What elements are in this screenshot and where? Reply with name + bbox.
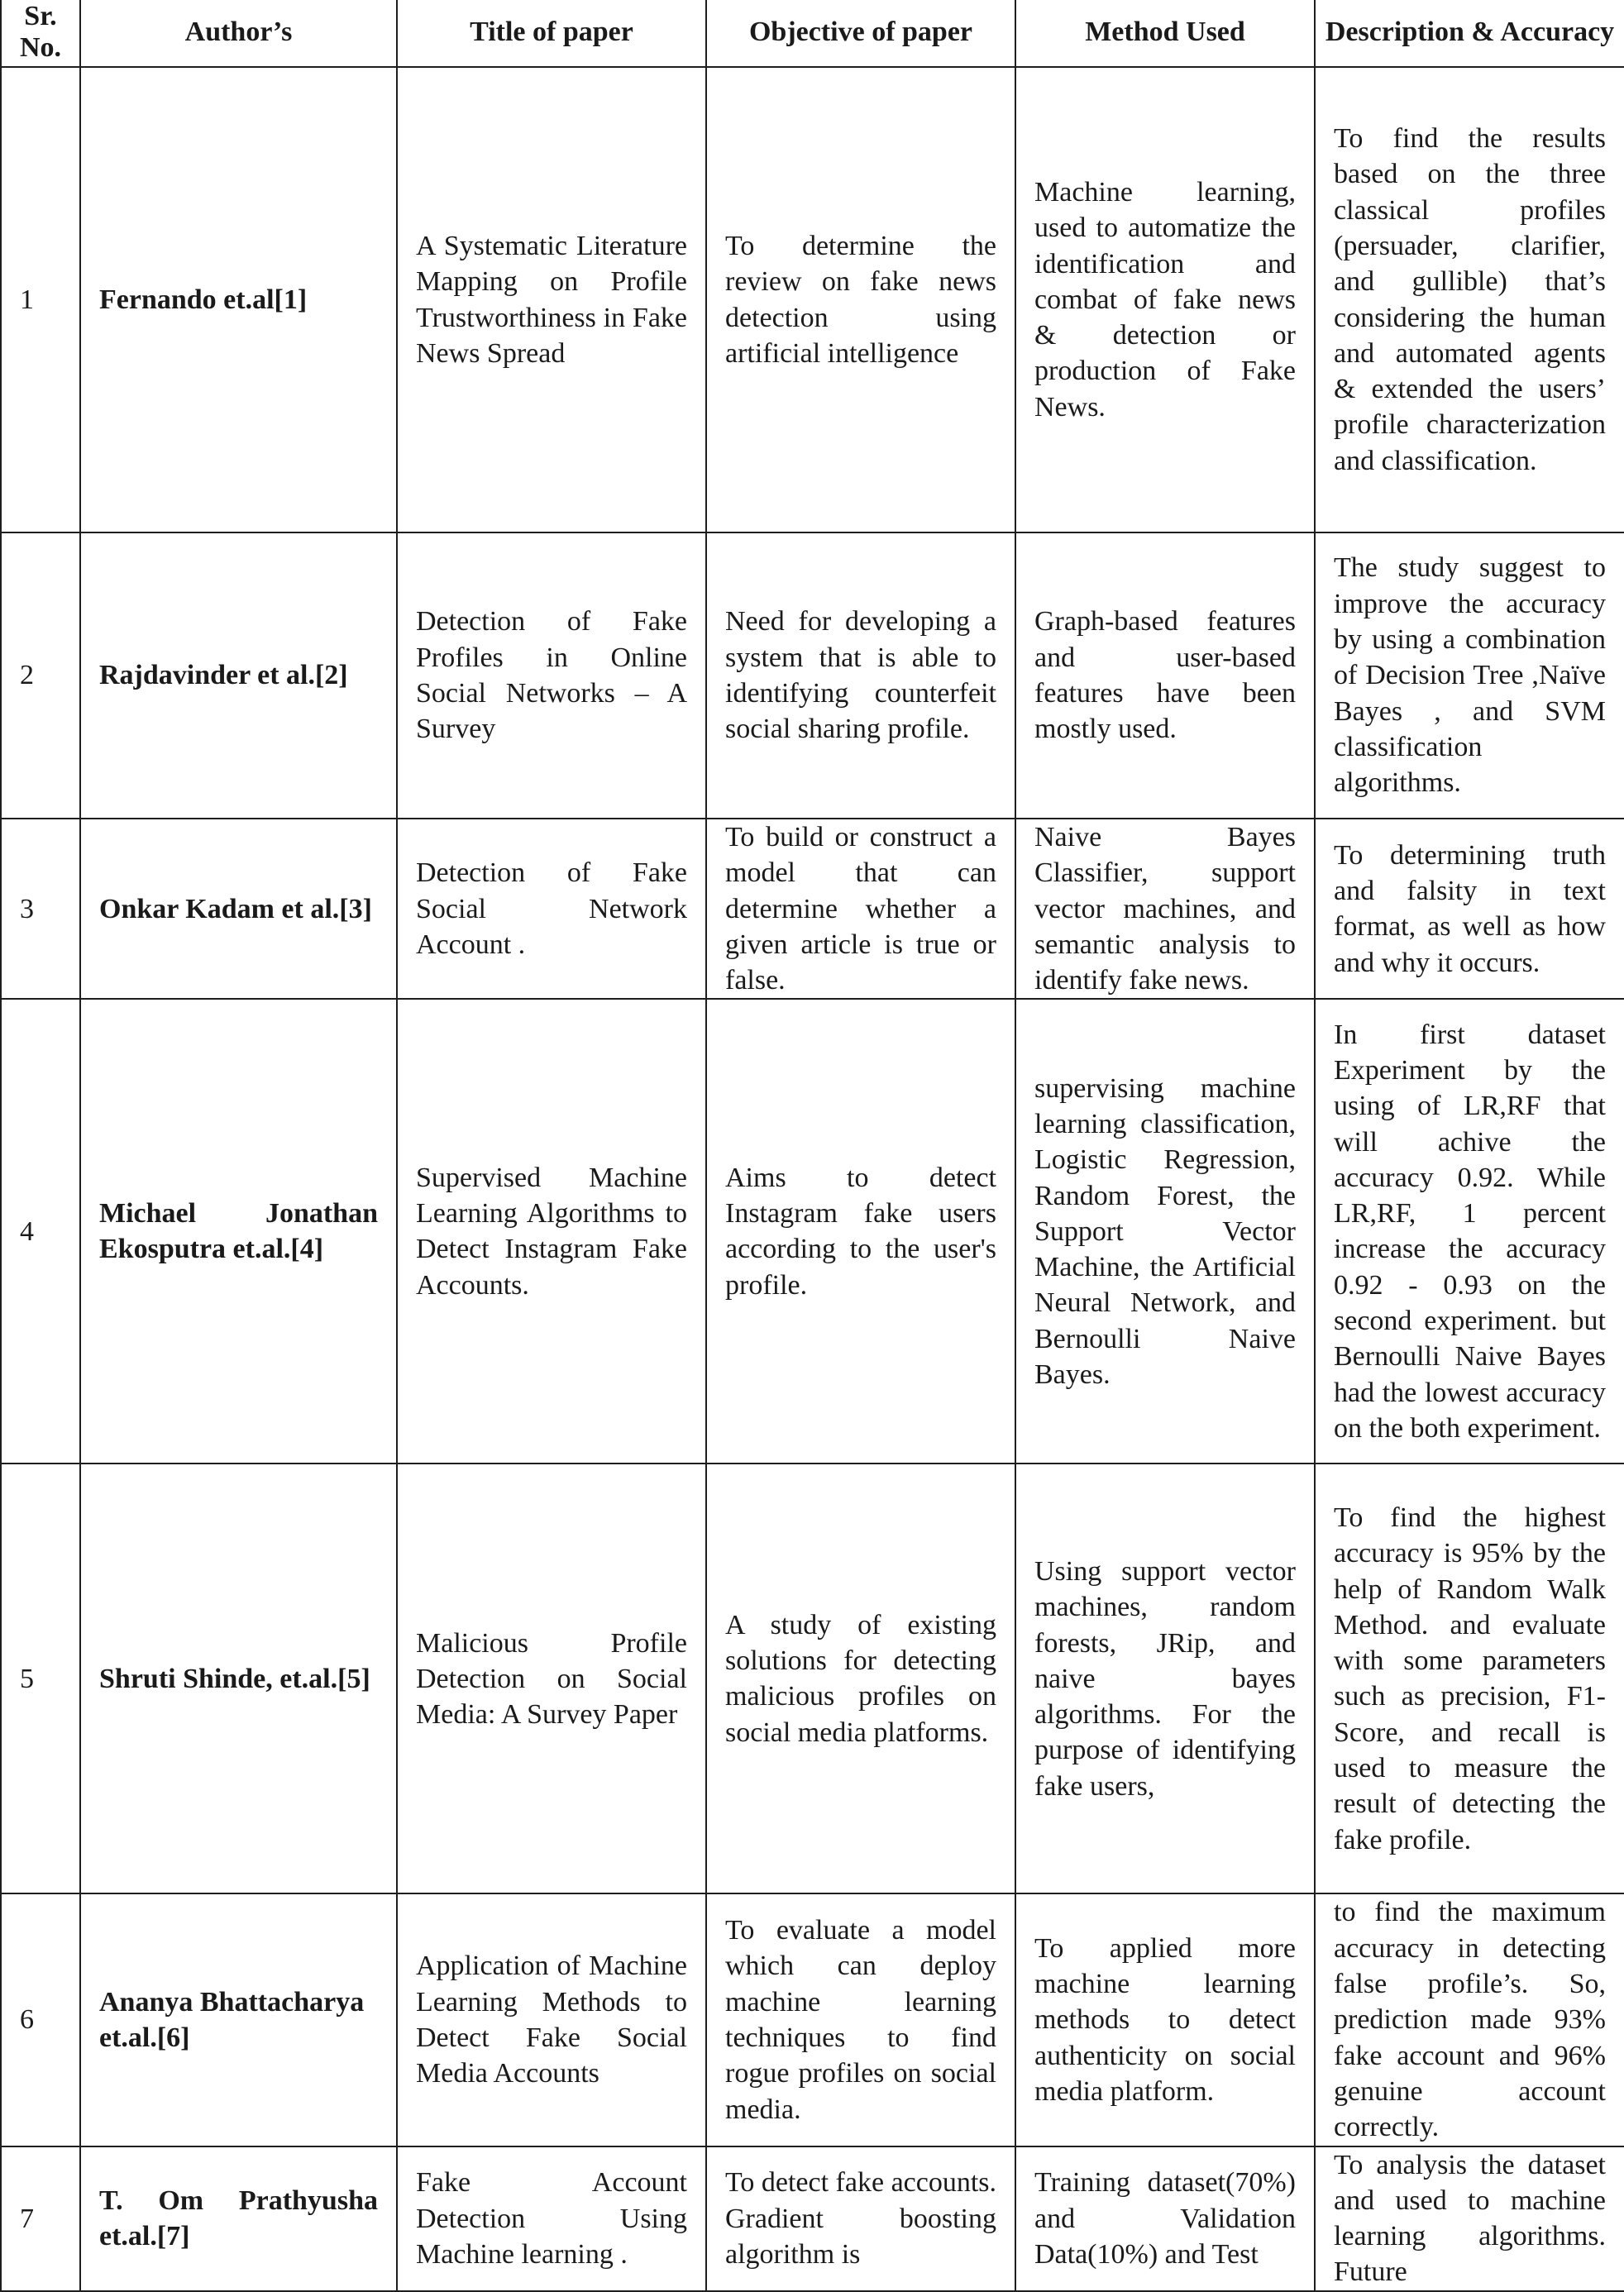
table-row xyxy=(1,67,1624,532)
cell-title: Application of Machine Learning Methods to Detect Fake Social Media Accounts xyxy=(397,1893,706,2146)
cell-title: Detection of Fake Profiles in Online Social Networks – A Survey xyxy=(397,532,706,819)
cell-objective: To build or construct a model that can determine whether a given article is true or false. xyxy=(706,819,1015,999)
cell-author: Rajdavinder et al.[2] xyxy=(80,532,397,819)
table-row xyxy=(1,1464,1624,1893)
table-row xyxy=(1,819,1624,999)
header-title: Title of paper xyxy=(397,0,706,67)
header-sr-no: Sr. No. xyxy=(1,0,80,67)
cell-method: Naive Bayes Classifier, support vector machines, and semantic analysis to identify fake news. xyxy=(1015,819,1315,999)
table-header-row xyxy=(1,0,1624,67)
cell-author: Shruti Shinde, et.al.[5] xyxy=(80,1464,397,1893)
cell-sr-no: 3 xyxy=(1,819,80,999)
cell-description: In first dataset Experiment by the using of LR,RF that will achive the accuracy 0.92. While LR,RF, 1 percent increase the accuracy 0.92 - 0.93 on the second experiment. but Bernoulli Naive Bayes had the lowest accuracy on the both experiment. xyxy=(1315,999,1624,1464)
cell-objective: To detect fake accounts. Gradient boosting algorithm is xyxy=(706,2146,1015,2291)
cell-sr-no: 5 xyxy=(1,1464,80,1893)
cell-description: to find the maximum accuracy in detecting false profile’s. So, prediction made 93% fake account and 96% genuine account correctly. xyxy=(1315,1893,1624,2146)
cell-objective: A study of existing solutions for detecting malicious profiles on social media platforms. xyxy=(706,1464,1015,1893)
cell-author: T. Om Prathyusha et.al.[7] xyxy=(80,2146,397,2291)
cell-objective: To evaluate a model which can deploy machine learning techniques to find rogue profiles on social media. xyxy=(706,1893,1015,2146)
cell-description: The study suggest to improve the accuracy by using a combination of Decision Tree ,Naïve Bayes , and SVM classification algorithms. xyxy=(1315,532,1624,819)
cell-sr-no: 2 xyxy=(1,532,80,819)
cell-author: Onkar Kadam et al.[3] xyxy=(80,819,397,999)
table-row xyxy=(1,999,1624,1464)
header-method: Method Used xyxy=(1015,0,1315,67)
cell-method: Training dataset(70%) and Validation Data(10%) and Test xyxy=(1015,2146,1315,2291)
cell-sr-no: 6 xyxy=(1,1893,80,2146)
cell-description: To find the highest accuracy is 95% by the help of Random Walk Method. and evaluate with some parameters such as precision, F1- Score, and recall is used to measure the result of detecting the fake profile. xyxy=(1315,1464,1624,1893)
cell-method: Machine learning, used to automatize the identification and combat of fake news & detection or production of Fake News. xyxy=(1015,67,1315,532)
cell-author: Ananya Bhattacharya et.al.[6] xyxy=(80,1893,397,2146)
header-objective: Objective of paper xyxy=(706,0,1015,67)
cell-author: Michael Jonathan Ekosputra et.al.[4] xyxy=(80,999,397,1464)
cell-method: Graph-based features and user-based features have been mostly used. xyxy=(1015,532,1315,819)
cell-method: supervising machine learning classification, Logistic Regression, Random Forest, the Support Vector Machine, the Artificial Neural Network, and Bernoulli Naive Bayes. xyxy=(1015,999,1315,1464)
cell-title: Supervised Machine Learning Algorithms to Detect Instagram Fake Accounts. xyxy=(397,999,706,1464)
cell-author: Fernando et.al[1] xyxy=(80,67,397,532)
cell-title: Detection of Fake Social Network Account . xyxy=(397,819,706,999)
cell-sr-no: 7 xyxy=(1,2146,80,2291)
cell-sr-no: 4 xyxy=(1,999,80,1464)
cell-objective: Aims to detect Instagram fake users according to the user's profile. xyxy=(706,999,1015,1464)
table-row xyxy=(1,532,1624,819)
cell-title: Malicious Profile Detection on Social Media: A Survey Paper xyxy=(397,1464,706,1893)
cell-description: To find the results based on the three classical profiles (persuader, clarifier, and gullible) that’s considering the human and automated agents & extended the users’ profile characterization and classification. xyxy=(1315,67,1624,532)
cell-sr-no: 1 xyxy=(1,67,80,532)
cell-title: Fake Account Detection Using Machine learning . xyxy=(397,2146,706,2291)
header-description: Description & Accuracy xyxy=(1315,0,1624,67)
table-row xyxy=(1,1893,1624,2146)
cell-objective: Need for developing a system that is able to identifying counterfeit social sharing profile. xyxy=(706,532,1015,819)
cell-method: To applied more machine learning methods to detect authenticity on social media platform. xyxy=(1015,1893,1315,2146)
cell-objective: To determine the review on fake news detection using artificial intelligence xyxy=(706,67,1015,532)
header-authors: Author’s xyxy=(80,0,397,67)
cell-description: To analysis the dataset and used to machine learning algorithms. Future xyxy=(1315,2146,1624,2291)
cell-description: To determining truth and falsity in text format, as well as how and why it occurs. xyxy=(1315,819,1624,999)
cell-method: Using support vector machines, random forests, JRip, and naive bayes algorithms. For the purpose of identifying fake users, xyxy=(1015,1464,1315,1893)
cell-title: A Systematic Literature Mapping on Profile Trustworthiness in Fake News Spread xyxy=(397,67,706,532)
table-row xyxy=(1,2146,1624,2291)
